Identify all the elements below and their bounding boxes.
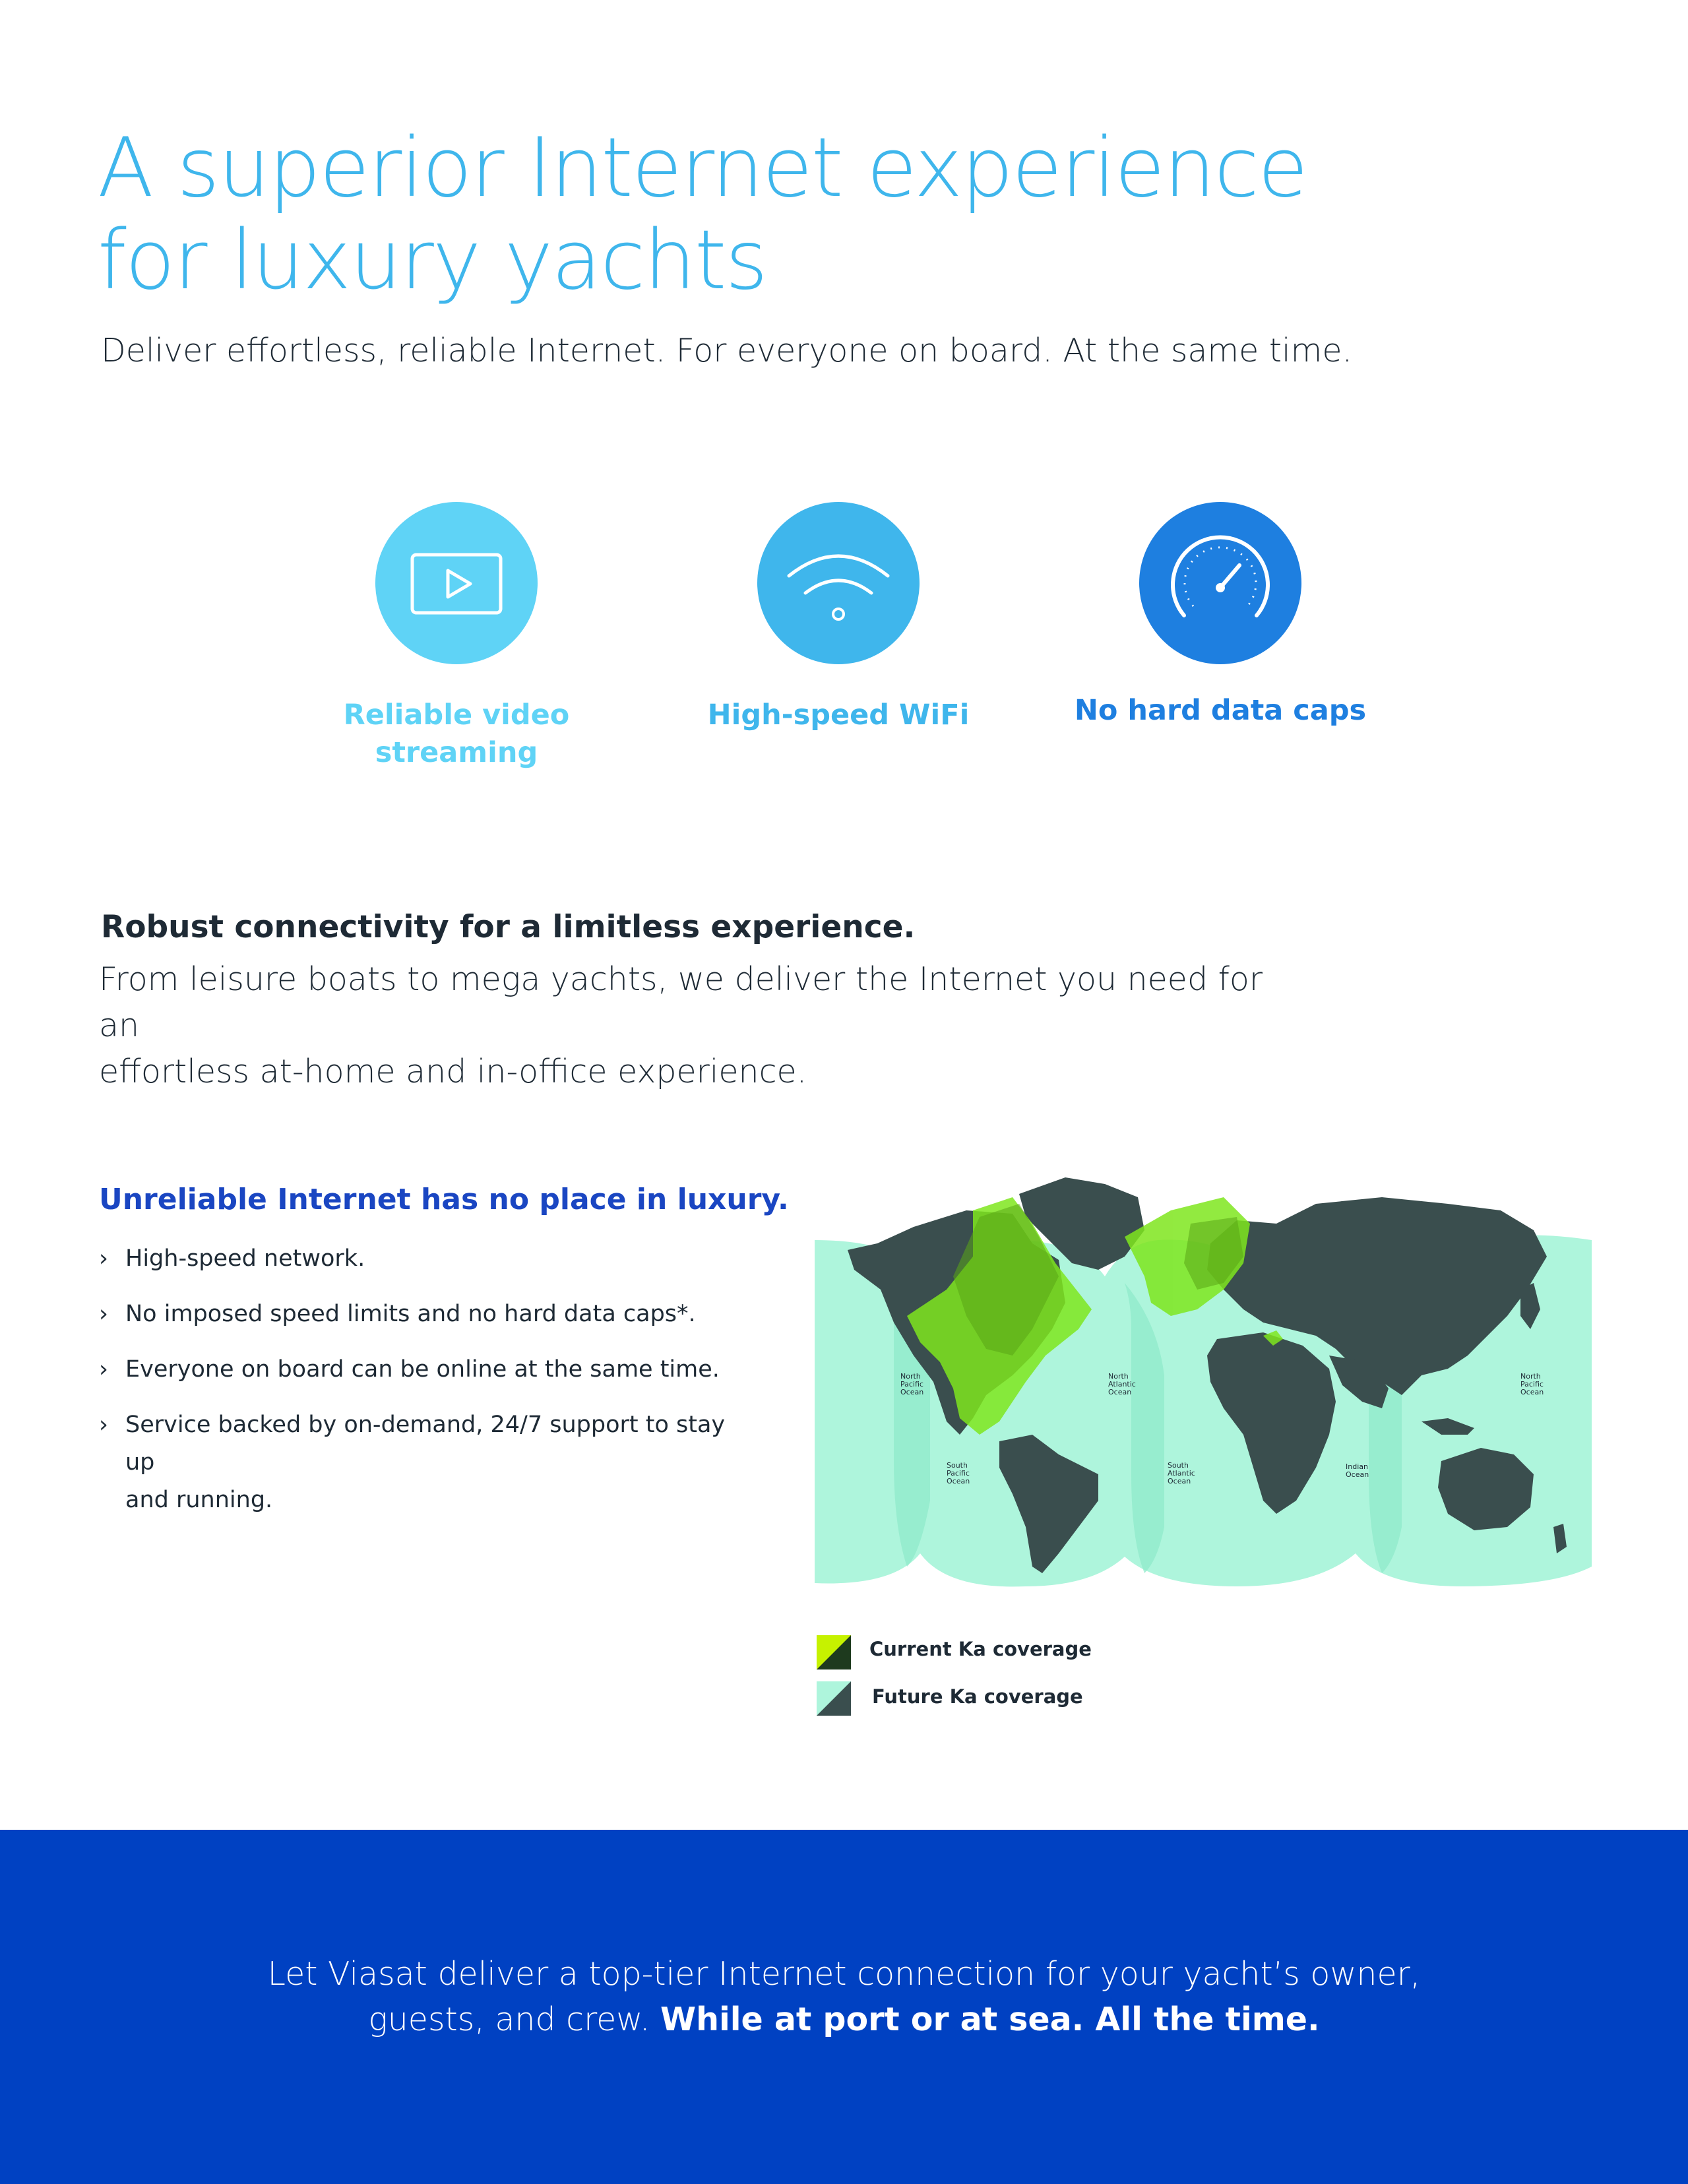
footer-line-2-bold: While at port or at sea. All the time. bbox=[660, 2001, 1320, 2038]
legend-future-label: Future Ka coverage bbox=[872, 1685, 1083, 1708]
headline-line-2: for luxury yachts bbox=[98, 213, 767, 308]
play-video-icon bbox=[375, 502, 538, 664]
list-item-text-continued: and running. bbox=[125, 1487, 273, 1513]
connectivity-body-line-2: effortless at-home and in-office experience. bbox=[99, 1053, 807, 1090]
ocean-label-north-pacific-west: North Pacific Ocean bbox=[900, 1372, 924, 1396]
coverage-map bbox=[815, 1158, 1592, 1613]
footer-line-1: Let Viasat deliver a top-tier Internet connection for your yacht’s owner, bbox=[267, 1955, 1421, 1993]
chevron-right-icon: › bbox=[99, 1412, 108, 1438]
wifi-feature-label: High-speed WiFi bbox=[707, 699, 970, 732]
future-coverage-swatch bbox=[817, 1681, 851, 1716]
list-item bbox=[99, 1240, 759, 1278]
list-item-text: Service backed by on-demand, 24/7 support to stay up bbox=[125, 1412, 726, 1476]
chevron-right-icon: › bbox=[99, 1245, 108, 1272]
footer-line-2: guests, and crew. bbox=[368, 2001, 661, 2038]
ocean-label-south-pacific: South Pacific Ocean bbox=[947, 1461, 970, 1485]
list-item-text: High-speed network. bbox=[125, 1245, 365, 1272]
page-subhead: Deliver effortless, reliable Internet. For everyone on board. At the same time. bbox=[101, 332, 1353, 369]
headline-line-1: A superior Internet experience bbox=[98, 121, 1307, 216]
wifi-icon bbox=[757, 502, 920, 664]
chevron-right-icon: › bbox=[99, 1356, 108, 1383]
list-item bbox=[99, 1351, 759, 1388]
chevron-right-icon: › bbox=[99, 1301, 108, 1327]
list-item-text: Everyone on board can be online at the same time. bbox=[125, 1356, 720, 1383]
speedometer-icon bbox=[1139, 502, 1301, 664]
data-caps-feature-label: No hard data caps bbox=[1074, 694, 1367, 727]
video-label-line-1: Reliable video bbox=[343, 699, 570, 732]
luxury-list-title: Unreliable Internet has no place in luxury. bbox=[99, 1183, 789, 1216]
current-coverage-swatch bbox=[817, 1635, 851, 1669]
speed-feature-circle bbox=[1139, 502, 1301, 664]
footer-message bbox=[0, 1951, 1688, 2042]
connectivity-title: Robust connectivity for a limitless experience. bbox=[101, 909, 916, 945]
video-feature-label bbox=[305, 697, 608, 772]
ocean-label-north-atlantic: North Atlantic Ocean bbox=[1108, 1372, 1136, 1396]
ocean-label-south-atlantic: South Atlantic Ocean bbox=[1168, 1461, 1195, 1485]
connectivity-body bbox=[99, 956, 1286, 1095]
wifi-feature-circle bbox=[757, 502, 920, 664]
ocean-label-north-pacific-east: North Pacific Ocean bbox=[1520, 1372, 1544, 1396]
connectivity-body-line-1: From leisure boats to mega yachts, we deliver the Internet you need for an bbox=[99, 960, 1263, 1044]
list-item bbox=[99, 1406, 759, 1519]
world-map-graphic bbox=[815, 1158, 1592, 1613]
ocean-label-indian: Indian Ocean bbox=[1346, 1462, 1369, 1479]
video-feature-circle bbox=[375, 502, 538, 664]
list-item-text: No imposed speed limits and no hard data caps*. bbox=[125, 1301, 696, 1327]
page-headline bbox=[98, 122, 1351, 307]
video-label-line-2: streaming bbox=[375, 736, 538, 769]
feature-bullet-list bbox=[99, 1240, 759, 1537]
list-item bbox=[99, 1295, 759, 1333]
legend-current-label: Current Ka coverage bbox=[869, 1638, 1092, 1660]
